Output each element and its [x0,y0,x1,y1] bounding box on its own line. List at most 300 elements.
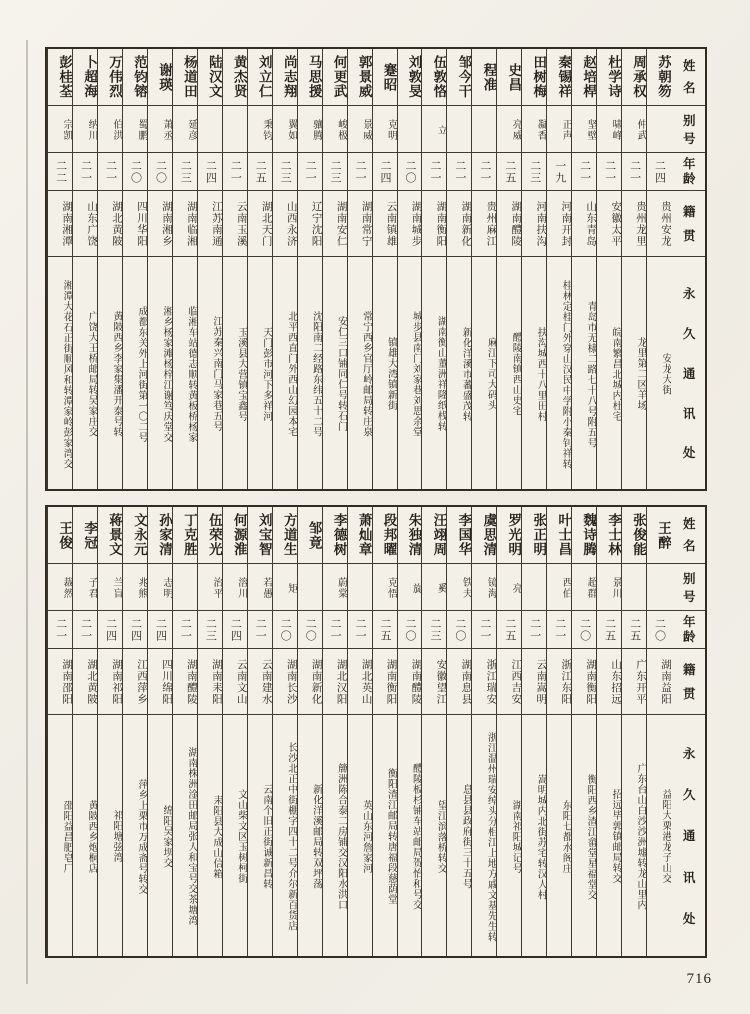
age-cell: 二三 [173,153,197,191]
name-cell: 王醉 [647,507,671,564]
header-name-label: 姓 名 [671,507,705,564]
native-cell: 湖北黄陂 [98,191,122,257]
name-cell: 孙家清 [148,507,172,564]
name-cell: 王俊 [48,507,72,564]
person-column [421,49,446,489]
person-column [322,507,347,956]
alias-cell: 秉钧 [248,106,272,153]
alias-cell: 超群 [572,564,596,611]
name-cell: 罗光明 [497,507,521,564]
person-column [197,49,222,489]
address-cell: 醴陵板杉铺车站邮局贺怡和号交 [410,763,422,910]
table-header-column [671,507,705,956]
address-cell: 绵阳吴家坝交 [160,805,172,868]
native-cell: 湖南醴陵 [173,649,197,715]
name-cell: 刘宝智 [248,507,272,564]
name-cell: 杜学诗 [597,49,621,106]
alias-cell: 镜海 [472,564,496,611]
native-cell: 云南嵩明 [522,649,546,715]
native-cell: 浙江东阳 [547,649,571,715]
native-cell: 湖南城步 [398,191,422,257]
address-cell: 临湘车站德志顺转黄板桥杨家 [185,305,197,443]
native-cell: 云南文山 [223,649,247,715]
person-column [546,507,571,956]
alias-cell: 克明 [373,106,397,153]
name-cell: 郭景威 [348,49,372,106]
address-cell: 湖南祁阳城记号 [510,799,522,874]
native-cell: 湖南长沙 [273,649,297,715]
address-cell: 玉溪县大营镇宝鑫号 [235,326,247,422]
native-cell: 湖南祁阳 [98,649,122,715]
address-cell: 邵阳益昌肥皂厂 [61,799,73,874]
name-cell: 田树梅 [522,49,546,106]
name-cell: 史昌 [497,49,521,106]
native-cell: 湖南新化 [447,191,471,257]
person-column [222,507,247,956]
person-column [72,507,97,956]
header-address-label: 永 久 通 讯 处 [681,287,696,461]
native-cell: 云南镇雄 [373,191,397,257]
person-column [97,507,122,956]
address-cell: 广东台山白沙沙洲墟转龙山里内 [635,763,647,910]
address-cell: 麻江下司大码头 [485,337,497,411]
age-cell: 二一 [547,611,571,649]
native-cell: 湖北英山 [348,649,372,715]
person-column [596,49,621,489]
name-cell: 万伟烈 [98,49,122,106]
age-cell: 二〇 [398,153,422,191]
native-cell: 湖南醴陵 [398,649,422,715]
address-cell: 北平西直门外西山幻园本宅 [285,311,297,437]
alias-cell: 萧丞 [148,106,172,153]
person-column [72,49,97,489]
native-cell: 山西永济 [273,191,297,257]
age-cell: 二〇 [647,611,671,649]
name-cell: 丁克胜 [173,507,197,564]
address-cell: 新化洋溪邮局转双坪荡 [310,784,322,889]
address-cell: 新化洋溪市蕃盛茂转 [460,326,472,422]
age-cell: 二一 [48,611,72,649]
age-cell: 二一 [73,611,97,649]
alias-cell: 景威 [348,106,372,153]
alias-cell: 蔚棠 [323,564,347,611]
age-cell: 二三 [422,611,446,649]
age-cell: 二一 [323,611,347,649]
name-cell: 伍敦恪 [422,49,446,106]
native-cell: 湖南衡阳 [572,649,596,715]
age-cell: 二四 [198,153,222,191]
age-cell: 二三 [522,153,546,191]
age-cell: 二一 [298,153,322,191]
alias-cell: 骧腾 [298,106,322,153]
native-cell: 河南开封 [547,191,571,257]
person-column [397,507,422,956]
address-cell: 安仁三口铺同仁号转石门 [335,316,347,432]
name-cell: 魏诗腾 [572,507,596,564]
native-cell: 安徽望江 [422,649,446,715]
alias-cell: 兆熊 [123,564,147,611]
native-cell: 湖南湘乡 [148,191,172,257]
person-column [172,49,197,489]
header-native-label: 籍 贯 [671,191,705,257]
age-cell: 二一 [597,153,621,191]
alias-cell: 纳川 [73,106,97,153]
native-cell: 贵州麻江 [472,191,496,257]
native-cell: 湖南安仁 [323,191,347,257]
address-cell: 耒阳县大成山信箱 [210,794,222,879]
name-cell: 李士林 [597,507,621,564]
name-cell: 李国华 [447,507,471,564]
age-cell: 二〇 [447,611,471,649]
address-cell: 祁阳塘弦湾 [111,810,123,863]
age-cell: 二四 [98,611,122,649]
person-column [596,507,621,956]
header-alias-label: 别 号 [671,106,705,153]
address-cell: 文山柴文区玉树柯街 [235,789,247,884]
alias-cell: 裁然 [48,564,72,611]
age-cell: 二一 [173,611,197,649]
alias-cell [223,106,247,153]
age-cell: 二一 [472,153,496,191]
address-cell: 云南个旧正街诚新昌转 [260,784,272,889]
native-cell: 辽宁沈阳 [298,191,322,257]
address-cell: 镇雄大湾镇新街 [385,337,397,411]
native-cell: 湖南湘潭 [48,191,72,257]
person-column [147,507,172,956]
person-column [571,49,596,489]
name-cell: 朱独清 [398,507,422,564]
age-cell: 二五 [497,611,521,649]
person-column [97,49,122,489]
native-cell: 湖南益阳 [647,649,671,715]
address-cell: 招远毕郭镇邮局转交 [610,789,622,884]
address-cell: 江苏秦兴南门马家巷五号 [210,316,222,432]
alias-cell [522,564,546,611]
person-column [446,507,471,956]
name-cell: 李冠 [73,507,97,564]
alias-cell [198,106,222,153]
age-cell: 二三 [323,153,347,191]
alias-cell: 志明 [148,564,172,611]
alias-cell: 翼如 [273,106,297,153]
name-cell: 黄杰贤 [223,49,247,106]
header-name-label: 姓 名 [671,49,705,106]
page-number: 716 [686,971,712,987]
scan-edge-artifact [26,40,28,984]
age-cell: 二三 [198,611,222,649]
alias-cell: 矩 [273,564,297,611]
age-cell: 二四 [123,611,147,649]
native-cell: 四川绵阳 [148,649,172,715]
native-cell: 山东招远 [597,649,621,715]
address-cell: 沈阳南二经路东纬五十二号 [310,311,322,437]
address-cell: 湖南株洲淦田邮局张人和宝号交茶塘湾 [185,747,197,926]
person-column [471,507,496,956]
age-cell: 二二 [48,153,72,191]
person-column [496,49,521,489]
name-cell: 虞思清 [472,507,496,564]
address-cell: 安龙大街 [660,353,671,395]
alias-cell: 若愚 [248,564,272,611]
person-column [546,49,571,489]
name-cell: 叶士昌 [547,507,571,564]
address-cell: 益阳大栗港龙子山交 [660,789,671,884]
native-cell: 湖南醴陵 [497,191,521,257]
address-cell: 东阳七都水阁庄 [560,799,572,874]
name-cell: 卜超海 [73,49,97,106]
native-cell: 云南建水 [248,649,272,715]
alias-cell: 兰盲 [98,564,122,611]
name-cell: 周承权 [622,49,646,106]
person-column [621,49,646,489]
header-age-label: 年 龄 [671,153,705,191]
person-column [621,507,646,956]
alias-cell [348,564,372,611]
name-cell: 范钧镕 [123,49,147,106]
alias-cell [173,564,197,611]
native-cell: 云南玉溪 [223,191,247,257]
native-cell: 贵州龙里 [622,191,646,257]
person-column [197,507,222,956]
age-cell: 二〇 [273,611,297,649]
native-cell: 四川华阳 [123,191,147,257]
age-cell: 二五 [497,153,521,191]
age-cell: 二一 [348,153,372,191]
person-column [646,49,671,489]
name-cell: 何源淮 [223,507,247,564]
native-cell: 广东开平 [622,649,646,715]
alias-cell [472,106,496,153]
age-cell: 二五 [597,611,621,649]
age-cell: 二〇 [148,153,172,191]
person-column [147,49,172,489]
address-cell: 广饶大王桥邮局转吴家庄交 [86,311,98,437]
native-cell: 山东广饶 [73,191,97,257]
person-column [521,507,546,956]
address-cell: 扶沟城西十八里田村 [535,326,547,422]
name-cell: 刘敦旻 [398,49,422,106]
name-cell: 方道生 [273,507,297,564]
name-cell: 刘立仁 [248,49,272,106]
person-column [471,49,496,489]
address-cell: 湘乡杨家滩杨梓江谢笃庆堂交 [160,305,172,443]
native-cell: 湖北天门 [248,191,272,257]
age-cell: 二一 [248,611,272,649]
person-column [122,49,147,489]
address-cell: 成都东关外上河街第一〇二号 [135,305,147,443]
name-cell: 伍荣光 [198,507,222,564]
alias-cell: 铁夫 [447,564,471,611]
native-cell: 河南扶沟 [522,191,546,257]
age-cell: 二四 [223,611,247,649]
name-cell: 邹竟 [298,507,322,564]
alias-cell: 治平 [198,564,222,611]
address-cell: 湘潭大花石正街顺风和转潭家岭彭家湾交 [61,279,73,469]
native-cell: 安徽太平 [597,191,621,257]
age-cell: 二五 [373,611,397,649]
native-cell: 湖北黄陂 [73,649,97,715]
age-cell: 二一 [522,611,546,649]
address-cell: 皖南繁昌北城内杜宅 [610,326,622,422]
name-cell: 马思援 [298,49,322,106]
person-column [521,49,546,489]
header-native-label: 籍 贯 [671,649,705,715]
name-cell: 蒋景文 [98,507,122,564]
age-cell: 二一 [223,153,247,191]
age-cell: 二一 [98,153,122,191]
age-cell: 二四 [148,611,172,649]
person-column [446,49,471,489]
person-column [272,507,297,956]
address-cell: 醴陵南镇西山史宅 [510,332,522,416]
address-cell: 萍乡上栗市万成斋号转交 [135,778,147,895]
alias-cell [647,564,671,611]
alias-cell: 伯洪 [98,106,122,153]
native-cell: 湖南临湘 [173,191,197,257]
name-cell: 苏朝笏 [647,49,671,106]
address-cell: 黄陂西乡李家集潘开泰号转 [111,311,123,437]
person-column [646,507,671,956]
name-cell: 程准 [472,49,496,106]
address-cell: 天门彭市河下多祥河 [260,326,272,422]
person-column [347,507,372,956]
header-age-label: 年 龄 [671,611,705,649]
address-cell: 衡阳西乡渣江畲堂星福堂交 [585,773,597,900]
native-cell: 湖南衡阳 [422,191,446,257]
name-cell: 杨道田 [173,49,197,106]
native-cell: 湖南新化 [298,649,322,715]
address-cell: 簰洲陈合泰二房铺交汉阳水洪口 [335,763,347,910]
native-cell: 湖南衡阳 [373,649,397,715]
header-alias-label: 别 号 [671,564,705,611]
person-column [397,49,422,489]
alias-cell: 坚壁 [572,106,596,153]
native-cell: 湖北汉阳 [323,649,347,715]
table-header-column [671,49,705,489]
native-cell: 江西萍乡 [123,649,147,715]
register-table-bottom [45,505,707,958]
address-cell: 衡阳渣江邮局转唐福段慈荫堂 [385,768,397,905]
alias-cell: 景川 [597,564,621,611]
alias-cell [622,564,646,611]
native-cell: 湖南邵阳 [48,649,72,715]
age-cell: 二五 [622,611,646,649]
alias-cell: 凝香 [522,106,546,153]
name-cell: 谢瑛 [148,49,172,106]
alias-cell: 溶川 [223,564,247,611]
name-cell: 张正明 [522,507,546,564]
person-column [372,507,397,956]
native-cell: 浙江瑞安 [472,649,496,715]
address-cell: 青岛市无棣二路七十八号附五号 [585,300,597,448]
age-cell: 二一 [73,153,97,191]
age-cell: 二一 [447,153,471,191]
address-cell: 常宁西乡官厅岭邮局转庄泉 [360,311,372,437]
address-cell: 桂林定桂门外穿山汉民中学附小秦钊祥转 [560,279,572,469]
native-cell: 江苏南通 [198,191,222,257]
age-cell: 一九 [547,153,571,191]
person-column [421,507,446,956]
alias-cell [647,106,671,153]
person-column [247,507,272,956]
person-column [372,49,397,489]
native-cell: 江西吉安 [497,649,521,715]
person-column [571,507,596,956]
name-cell: 汪翊周 [422,507,446,564]
age-cell: 二一 [422,153,446,191]
person-column [347,49,372,489]
address-cell: 望江滨落桥转交 [435,799,447,874]
person-column [47,507,72,956]
name-cell: 蹇昭 [373,49,397,106]
alias-cell: 啸峰 [597,106,621,153]
alias-cell: 延彦 [173,106,197,153]
alias-cell: 旋 [398,564,422,611]
alias-cell [298,564,322,611]
header-address-label: 永 久 通 讯 处 [681,746,696,927]
address-cell: 浙江温州瑞安绰头分柜江上地方戚文基先生转 [485,731,497,942]
name-cell: 彭桂荃 [48,49,72,106]
person-column [247,49,272,489]
address-cell: 龙里第二区羊场 [635,337,647,411]
name-cell: 李德树 [323,507,347,564]
register-table-top [45,47,707,491]
alias-cell [447,106,471,153]
person-column [222,49,247,489]
person-column [322,49,347,489]
person-column [272,49,297,489]
native-cell: 湖南息县 [447,649,471,715]
name-cell: 陆汉文 [198,49,222,106]
name-cell: 何更武 [323,49,347,106]
alias-cell: 亮 [497,564,521,611]
name-cell: 文永元 [123,507,147,564]
address-cell: 湖南衡山董洲祥隆纸栈转 [435,316,447,432]
age-cell: 二一 [622,153,646,191]
person-column [496,507,521,956]
name-cell: 段邦曜 [373,507,397,564]
name-cell: 尚志翔 [273,49,297,106]
alias-cell: 宗凯 [48,106,72,153]
name-cell: 萧灿章 [348,507,372,564]
name-cell: 张俊能 [622,507,646,564]
age-cell: 二〇 [298,611,322,649]
age-cell: 二五 [248,153,272,191]
age-cell: 二四 [647,153,671,191]
age-cell: 二一 [572,153,596,191]
address-cell: 嵩明城内北街苏宅转汉人村 [535,773,547,900]
person-column [297,49,322,489]
address-cell: 黄陂西乡炮桐店 [86,799,98,874]
alias-cell: 克悟 [373,564,397,611]
native-cell: 湖南常宁 [348,191,372,257]
age-cell: 二〇 [123,153,147,191]
alias-cell: 仲武 [622,106,646,153]
alias-cell: 正声 [547,106,571,153]
address-cell: 息县县政府街三十五号 [460,784,472,889]
address-cell: 英山东河詹家河 [360,799,372,874]
native-cell: 湖南耒阳 [198,649,222,715]
alias-cell: 子君 [73,564,97,611]
alias-cell: 奚 [422,564,446,611]
alias-cell: 西伯 [547,564,571,611]
person-column [172,507,197,956]
address-cell: 长沙北正中街棚字四十二号介尔新百货店 [285,742,297,931]
native-cell: 山东青岛 [572,191,596,257]
address-cell: 城步县南门刘家巷刘思余堂 [410,311,422,437]
person-column [47,49,72,489]
person-column [122,507,147,956]
